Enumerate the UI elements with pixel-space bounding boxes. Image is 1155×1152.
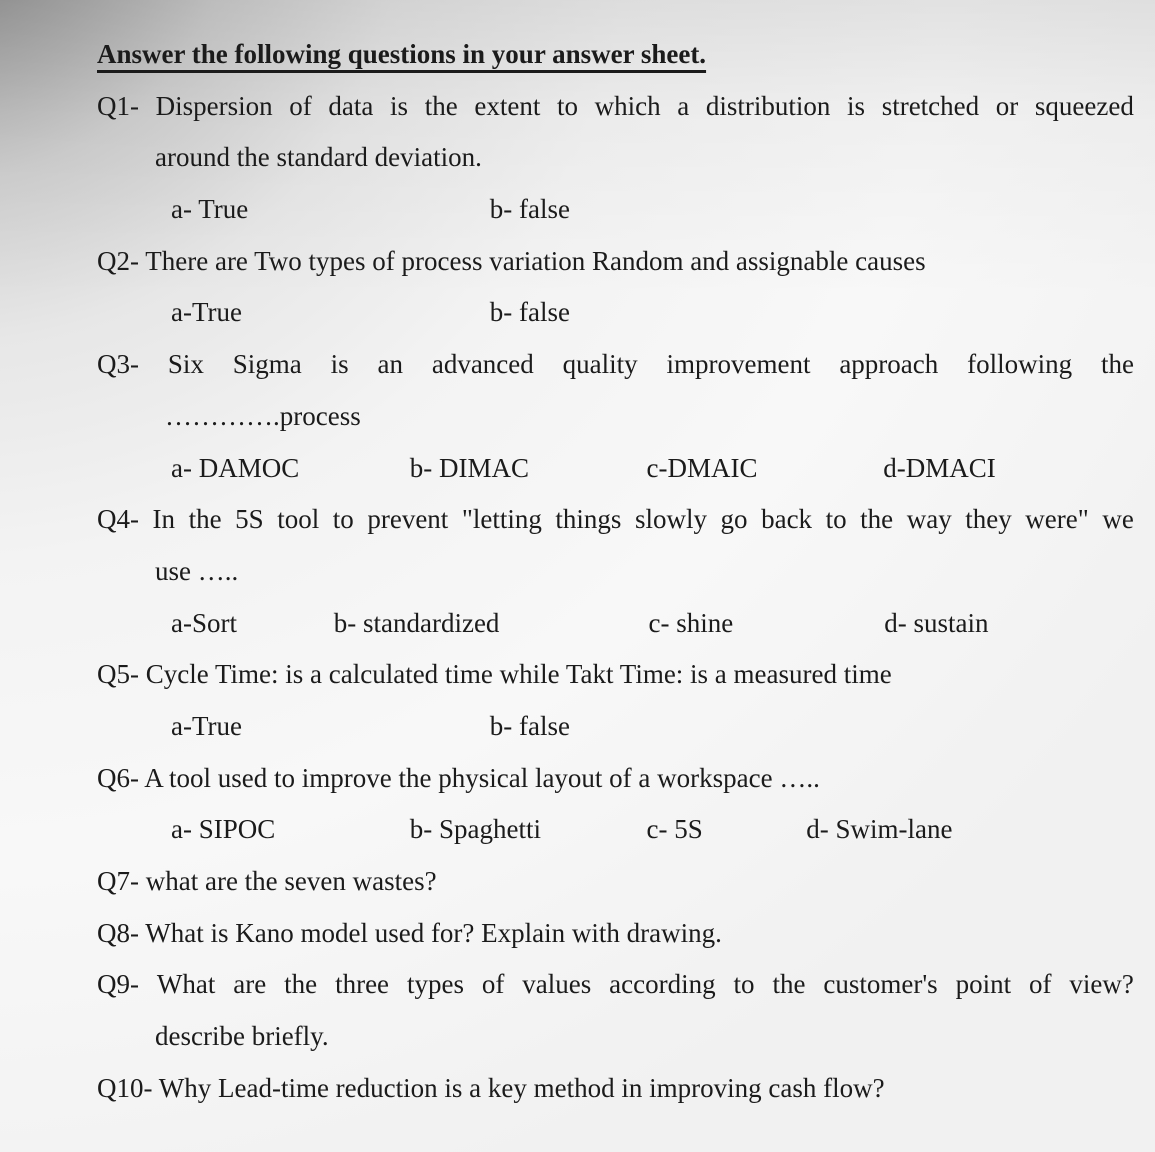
page-title bbox=[0, 29, 1155, 81]
q5-option-b: b- false bbox=[489, 710, 570, 741]
question-q4-line-2: use ….. bbox=[155, 555, 239, 586]
q4-option-d: d- sustain bbox=[884, 607, 989, 638]
question-q4-line-1: Q4- In the 5S tool to prevent "letting things slowly go back to the way they were" we bbox=[97, 504, 1134, 535]
page-title-text: Answer the following questions in your answer sheet. bbox=[97, 39, 707, 69]
question-q5-options bbox=[0, 701, 1155, 753]
q5-option-a: a-True bbox=[171, 710, 242, 741]
q3-option-a: a- DAMOC bbox=[171, 452, 300, 483]
question-q3-line-2: ………….process bbox=[165, 400, 361, 431]
question-q2-options bbox=[0, 287, 1155, 339]
question-q7-line-1: Q7- what are the seven wastes? bbox=[97, 866, 437, 896]
question-q10-line-1: Q10- Why Lead-time reduction is a key method in improving cash flow? bbox=[97, 1072, 885, 1103]
question-q3-options bbox=[0, 443, 1155, 495]
question-q1-options bbox=[0, 184, 1155, 236]
question-q5-line-1: Q5- Cycle Time: is a calculated time while Takt Time: is a measured time bbox=[97, 659, 892, 690]
question-q6-line-1: Q6- A tool used to improve the physical layout of a workspace ….. bbox=[97, 762, 820, 793]
q1-option-b: b- false bbox=[489, 194, 570, 225]
q2-option-b: b- false bbox=[489, 297, 570, 328]
q3-option-d: d-DMACI bbox=[883, 452, 996, 483]
q4-option-b: b- standardized bbox=[333, 607, 500, 638]
q1-option-a: a- True bbox=[171, 194, 249, 225]
q3-option-c: c-DMAIC bbox=[646, 452, 758, 483]
q4-option-c: c- shine bbox=[648, 607, 734, 638]
q6-option-a: a- SIPOC bbox=[171, 814, 276, 845]
question-q2-line-1: Q2- There are Two types of process variation Random and assignable causes bbox=[97, 245, 926, 276]
q3-option-b: b- DIMAC bbox=[409, 452, 529, 483]
question-q1-line-1: Q1- Dispersion of data is the extent to which a distribution is stretched or squeezed bbox=[97, 90, 1134, 121]
question-q9-line-1: Q9- What are the three types of values according to the customer's point of view? bbox=[97, 969, 1134, 1000]
question-q8-line-1: Q8- What is Kano model used for? Explain with drawing. bbox=[97, 917, 722, 948]
q6-option-c: c- 5S bbox=[646, 814, 703, 845]
question-q4-options bbox=[0, 598, 1155, 650]
q6-option-b: b- Spaghetti bbox=[409, 814, 541, 845]
q6-option-d: d- Swim-lane bbox=[806, 814, 953, 845]
q2-option-a: a-True bbox=[171, 297, 242, 328]
question-q1-line-2: around the standard deviation. bbox=[155, 142, 482, 173]
question-q9-line-2: describe briefly. bbox=[155, 1021, 329, 1052]
q4-option-a: a-Sort bbox=[171, 607, 237, 638]
question-q3-line-1: Q3- Six Sigma is an advanced quality improvement approach following the bbox=[97, 349, 1134, 380]
question-q6-options bbox=[0, 804, 1155, 856]
